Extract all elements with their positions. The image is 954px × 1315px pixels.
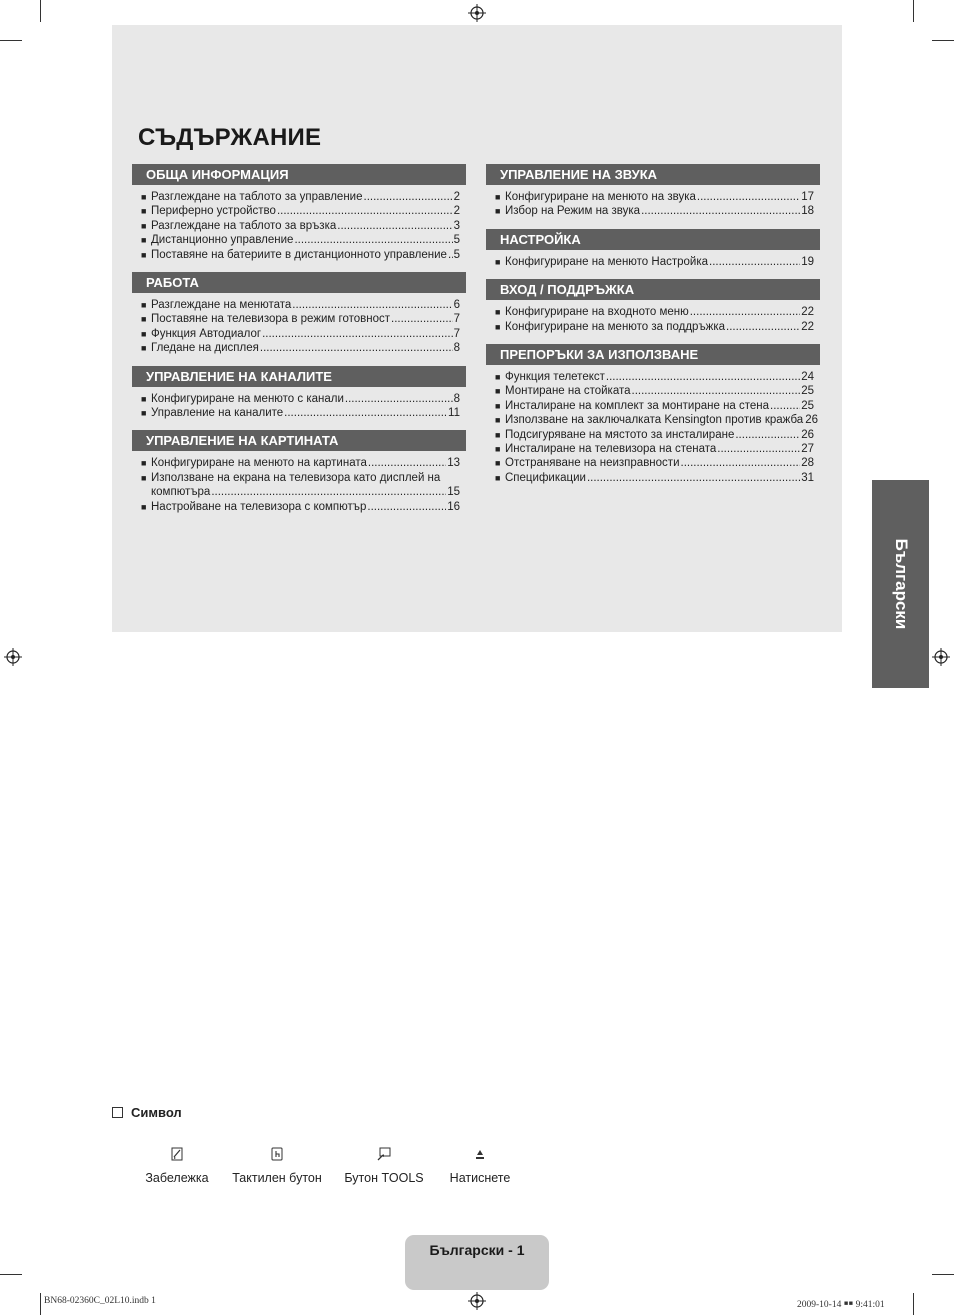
toc-entry-text: Функция Автодиалог xyxy=(151,327,262,340)
square-bullet-icon: ■ xyxy=(495,321,501,332)
toc-entry-text: Конфигуриране на менюто Настройка xyxy=(505,255,709,268)
toc-entry[interactable] xyxy=(486,370,820,384)
dot-leader xyxy=(292,298,452,312)
toc-entry-text: Използване на заключалката Kensington против кражба xyxy=(505,414,804,427)
dot-leader xyxy=(681,456,801,470)
section-heading: УПРАВЛЕНИЕ НА КАНАЛИТЕ xyxy=(132,366,466,387)
language-tab xyxy=(872,480,929,688)
toc-page-number: 15 xyxy=(447,486,460,499)
toc-entry[interactable] xyxy=(132,341,466,355)
square-bullet-icon: ■ xyxy=(495,192,501,202)
toc-page-number: 2 xyxy=(453,205,460,218)
toc-page-number: 18 xyxy=(801,205,814,218)
toc-list xyxy=(486,370,820,485)
toc-list xyxy=(486,255,820,269)
toc-list xyxy=(132,392,466,421)
toc-list xyxy=(132,190,466,262)
symbol-label: Тактилен бутон xyxy=(232,1171,322,1185)
toc-section xyxy=(132,366,466,421)
language-tab-label: Български xyxy=(891,538,911,630)
dot-leader xyxy=(690,305,800,319)
dot-leader xyxy=(368,456,446,470)
toc-page-number: 22 xyxy=(801,320,814,333)
toc-page-number: 24 xyxy=(801,371,814,384)
toc-section xyxy=(132,272,466,356)
toc-page-number: 27 xyxy=(801,443,814,456)
toc-section xyxy=(132,430,466,514)
square-bullet-icon: ■ xyxy=(141,300,147,311)
toc-page-number: 31 xyxy=(801,471,814,484)
symbol-note xyxy=(140,1147,214,1185)
toc-entry[interactable] xyxy=(132,406,466,420)
dot-leader xyxy=(641,204,800,218)
symbol-tools-button xyxy=(342,1147,426,1185)
section-heading: ВХОД / ПОДДРЪЖКА xyxy=(486,279,820,300)
symbol-label: Бутон TOOLS xyxy=(344,1171,424,1185)
dot-leader xyxy=(632,384,801,398)
square-bullet-icon: ■ xyxy=(495,386,501,397)
square-bullet-icon: ■ xyxy=(495,415,501,426)
toc-page-number: 8 xyxy=(453,392,460,405)
toc-entry-text-continued: компютъра xyxy=(151,486,211,499)
toc-entry[interactable] xyxy=(132,500,466,514)
square-bullet-icon: ■ xyxy=(495,307,501,318)
square-bullet-icon: ■ xyxy=(495,472,501,483)
dot-leader xyxy=(262,327,453,341)
page-number-badge xyxy=(405,1235,549,1290)
toc-page-number: 8 xyxy=(453,342,460,355)
toc-entry-text: Дистанционно управление xyxy=(151,234,294,247)
symbol-press xyxy=(445,1147,515,1185)
dot-leader xyxy=(367,500,446,514)
toc-entry[interactable] xyxy=(486,305,820,319)
toc-entry-text: Конфигуриране на менюто с канали xyxy=(151,392,344,405)
dot-leader xyxy=(717,442,800,456)
toc-page-number: 25 xyxy=(801,399,814,412)
section-heading: УПРАВЛЕНИЕ НА ЗВУКА xyxy=(486,164,820,185)
toc-entry-text: Монтиране на стойката xyxy=(505,385,631,398)
toc-entry-text: Настройване на телевизора с компютър xyxy=(151,500,367,513)
toc-page-number: 3 xyxy=(453,219,460,232)
crop-mark xyxy=(40,1293,41,1315)
registration-mark-icon xyxy=(468,4,486,22)
toc-entry-text: Функция телетекст xyxy=(505,371,605,384)
toc-entry[interactable] xyxy=(132,298,466,312)
toc-entry-text: Управление на каналите xyxy=(151,407,284,420)
dot-leader xyxy=(345,392,453,406)
square-bullet-icon: ■ xyxy=(141,249,147,260)
toc-entry-text: Спецификации xyxy=(505,471,586,484)
toc-list xyxy=(486,190,820,219)
touch-button-icon xyxy=(271,1147,284,1161)
toc-page-number: 19 xyxy=(801,255,814,268)
toc-entry-text: Разглеждане на таблото за връзка xyxy=(151,219,337,232)
dot-leader xyxy=(294,233,452,247)
toc-page-number: 26 xyxy=(801,428,814,441)
toc-page-number: 6 xyxy=(453,299,460,312)
square-bullet-icon: ■ xyxy=(141,328,147,339)
toc-section xyxy=(486,344,820,485)
toc-section xyxy=(486,164,820,219)
note-icon xyxy=(171,1147,184,1161)
tools-button-icon xyxy=(377,1147,391,1161)
square-bullet-icon: ■ xyxy=(495,400,501,411)
toc-list xyxy=(132,298,466,356)
toc-entry-text: Избор на Режим на звука xyxy=(505,205,641,218)
toc-page-number: 26 xyxy=(805,414,818,427)
crop-mark xyxy=(932,1274,954,1275)
square-bullet-icon: ■ xyxy=(495,256,501,267)
square-bullet-icon: ■ xyxy=(141,192,147,202)
dot-leader xyxy=(606,370,800,384)
toc-column-right xyxy=(486,164,820,495)
dot-leader xyxy=(448,248,453,262)
toc-entry-text: Използване на екрана на телевизора като дисплей на xyxy=(151,471,441,484)
toc-section xyxy=(486,279,820,334)
toc-column-left xyxy=(132,164,466,524)
toc-page-number: 16 xyxy=(447,500,460,513)
dot-leader xyxy=(364,190,453,204)
toc-entry[interactable] xyxy=(486,384,820,398)
toc-entry-text: Конфигуриране на менюто на картината xyxy=(151,457,367,470)
registration-mark-icon xyxy=(468,1292,486,1310)
toc-section xyxy=(132,164,466,262)
dot-leader xyxy=(277,204,453,218)
toc-entry[interactable] xyxy=(132,327,466,341)
square-bullet-icon: ■ xyxy=(495,458,501,469)
toc-entry-text: Разглеждане на таблото за управление xyxy=(151,191,363,203)
toc-entry[interactable] xyxy=(486,456,820,470)
toc-entry[interactable] xyxy=(486,204,820,218)
toc-entry[interactable] xyxy=(132,312,466,326)
toc-page-number: 22 xyxy=(801,306,814,319)
toc-entry-text: Разглеждане на менютата xyxy=(151,299,292,312)
toc-entry[interactable] xyxy=(132,248,466,262)
crop-mark xyxy=(913,1293,914,1315)
dot-leader xyxy=(587,471,800,485)
square-bullet-icon: ■ xyxy=(141,408,147,419)
checkbox-bullet-icon xyxy=(112,1107,123,1118)
page-number-label: Български - 1 xyxy=(429,1242,525,1258)
toc-list xyxy=(132,456,466,514)
square-bullet-icon: ■ xyxy=(141,206,147,217)
dot-leader xyxy=(260,341,453,355)
toc-list xyxy=(486,305,820,334)
symbol-touch-button xyxy=(230,1147,324,1185)
print-date-slug: 2009-10-14 ￭￭ 9:41:01 xyxy=(797,1300,885,1310)
toc-entry[interactable] xyxy=(486,320,820,334)
symbols-heading-text: Символ xyxy=(131,1105,182,1120)
square-bullet-icon: ■ xyxy=(141,314,147,325)
toc-entry-text: Отстраняване на неизправности xyxy=(505,457,680,470)
square-bullet-icon: ■ xyxy=(141,472,147,483)
toc-entry[interactable] xyxy=(486,471,820,485)
toc-entry-text: Периферно устройство xyxy=(151,205,276,218)
square-bullet-icon: ■ xyxy=(141,235,147,246)
toc-entry[interactable] xyxy=(486,442,820,456)
crop-mark xyxy=(932,40,954,41)
section-heading: РАБОТА xyxy=(132,272,466,293)
square-bullet-icon: ■ xyxy=(495,206,501,217)
toc-entry-text: Конфигуриране на менюто на звука xyxy=(505,191,696,203)
page-title: СЪДЪРЖАНИЕ xyxy=(138,124,322,151)
registration-mark-icon xyxy=(4,648,22,666)
toc-entry[interactable] xyxy=(132,392,466,406)
square-bullet-icon: ■ xyxy=(495,429,501,440)
toc-page-number: 25 xyxy=(801,385,814,398)
toc-page-number: 11 xyxy=(448,407,460,420)
symbols-heading xyxy=(112,1105,182,1120)
toc-entry[interactable] xyxy=(132,204,466,218)
dot-leader xyxy=(337,219,452,233)
dot-leader xyxy=(709,255,800,269)
toc-entry-text: Конфигуриране на менюто за поддръжка xyxy=(505,320,726,333)
toc-page-number: 2 xyxy=(453,191,460,203)
toc-entry[interactable] xyxy=(486,399,820,413)
toc-entry-text: Инсталиране на комплект за монтиране на стена xyxy=(505,399,770,412)
square-bullet-icon: ■ xyxy=(495,372,501,383)
print-file-slug: BN68-02360C_02L10.indb 1 xyxy=(44,1296,156,1306)
square-bullet-icon: ■ xyxy=(141,458,147,469)
toc-entry-text: Гледане на дисплея xyxy=(151,342,259,355)
registration-mark-icon xyxy=(932,648,950,666)
toc-entry[interactable] xyxy=(132,190,466,204)
section-heading: УПРАВЛЕНИЕ НА КАРТИНАТА xyxy=(132,430,466,451)
square-bullet-icon: ■ xyxy=(141,343,147,354)
square-bullet-icon: ■ xyxy=(141,393,147,404)
crop-mark xyxy=(913,0,914,22)
toc-entry[interactable] xyxy=(486,428,820,442)
toc-page-number: 7 xyxy=(453,313,460,326)
crop-mark xyxy=(0,40,22,41)
toc-entry-text: Поставяне на батериите в дистанционното управление xyxy=(151,248,447,261)
toc-entry[interactable] xyxy=(132,456,466,470)
toc-page-number: 13 xyxy=(447,457,460,470)
toc-entry-text: Подсигуряване на мястото за инсталиране xyxy=(505,428,735,441)
square-bullet-icon: ■ xyxy=(141,501,147,512)
toc-entry-text: Инсталиране на телевизора на стената xyxy=(505,443,717,456)
symbol-label: Забележка xyxy=(145,1171,209,1185)
dot-leader xyxy=(726,320,800,334)
crop-mark xyxy=(40,0,41,22)
toc-page-number: 5 xyxy=(453,248,460,261)
symbol-label: Натиснете xyxy=(449,1171,511,1185)
dot-leader xyxy=(770,399,800,413)
dot-leader xyxy=(284,406,447,420)
toc-page-number: 28 xyxy=(801,457,814,470)
toc-entry[interactable] xyxy=(486,255,820,269)
press-icon xyxy=(474,1147,486,1161)
toc-entry[interactable] xyxy=(486,190,820,204)
toc-entry[interactable] xyxy=(132,219,466,233)
dot-leader xyxy=(391,312,453,326)
toc-entry-text: Конфигуриране на входното меню xyxy=(505,306,689,319)
toc-section xyxy=(486,229,820,269)
toc-entry[interactable] xyxy=(132,471,466,500)
section-heading: НАСТРОЙКА xyxy=(486,229,820,250)
dot-leader xyxy=(211,485,446,499)
dot-leader xyxy=(735,428,800,442)
square-bullet-icon: ■ xyxy=(141,220,147,231)
toc-entry-text: Поставяне на телевизора в режим готовност xyxy=(151,313,391,326)
toc-page-number: 5 xyxy=(453,234,460,247)
toc-page-number: 7 xyxy=(453,327,460,340)
crop-mark xyxy=(0,1274,22,1275)
dot-leader xyxy=(697,190,800,204)
section-heading: ОБЩА ИНФОРМАЦИЯ xyxy=(132,164,466,185)
square-bullet-icon: ■ xyxy=(495,444,501,455)
toc-page-number: 17 xyxy=(801,191,814,203)
toc-entry[interactable] xyxy=(486,413,820,427)
symbols-section xyxy=(112,1105,612,1195)
section-heading: ПРЕПОРЪКИ ЗА ИЗПОЛЗВАНЕ xyxy=(486,344,820,365)
toc-entry[interactable] xyxy=(132,233,466,247)
